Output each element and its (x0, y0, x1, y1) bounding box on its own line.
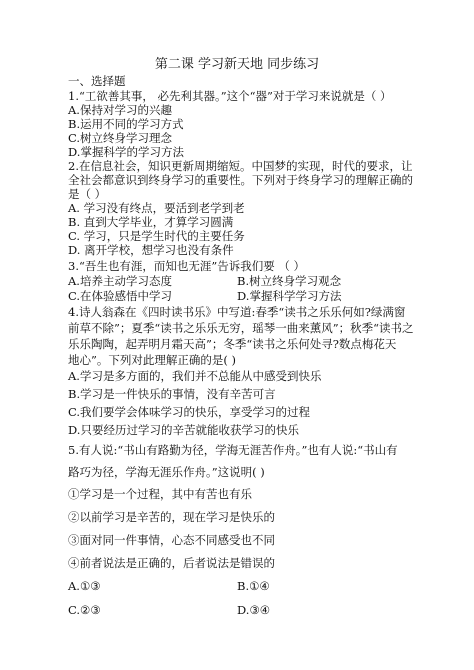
question-4-option-d: D.只要经历过学习的辛苦就能收获学习的快乐 (68, 423, 299, 437)
question-3-option-d: D.掌握科学学习方法 (237, 289, 342, 303)
question-2-option-a: A. 学习没有终点，要活到老学到老 (68, 201, 245, 215)
question-5-statement: ②以前学习是辛苦的，现在学习是快乐的 (68, 510, 275, 524)
question-3-option-a: A.培养主动学习态度 (68, 274, 172, 288)
question-1-option-c: C.树立终身学习理念 (68, 131, 173, 145)
question-2-stem-line: 2.在信息社会，知识更新周期缩短。中国梦的实现，时代的要求，让 (68, 159, 413, 173)
question-3-option-b: B.树立终身学习观念 (237, 274, 342, 288)
question-5-statement: ①学习是一个过程，其中有苦也有乐 (68, 487, 252, 501)
question-2-stem-line: 是（ ） (68, 187, 107, 201)
question-1-option-a: A.保持对学习的兴趣 (68, 103, 172, 117)
question-4-option-c: C.我们要学会体味学习的快乐，享受学习的过程 (68, 405, 311, 419)
question-2-option-b: B. 直到大学毕业，才算学习圆满 (68, 215, 234, 229)
question-3-stem: 3.“吾生也有涯，而知也无涯”告诉我们要 （ ） (68, 259, 306, 273)
question-4-stem-line: 地心”。下列对此理解正确的是( ) (68, 353, 237, 367)
question-2-option-c: C. 学习，只是学生时代的主要任务 (68, 229, 245, 243)
question-2-stem-line: 全社会都意识到终身学习的重要性。下列对于终身学习的理解正确的 (68, 173, 413, 187)
question-5-option-c: C.②③ (68, 603, 101, 617)
question-4-stem-line: 4.诗人翁森在《四时读书乐》中写道:春季“读书之乐乐何如?绿满窗 (68, 305, 406, 319)
question-5-option-b: B.①④ (237, 579, 270, 593)
question-1-option-d: D.掌握科学的学习方法 (68, 145, 184, 159)
question-3-option-c: C.在体验感悟中学习 (68, 289, 173, 303)
section-heading: 一、选择题 (68, 74, 126, 88)
question-2-option-d: D. 离开学校，想学习也没有条件 (68, 243, 234, 257)
question-5-option-d: D.③④ (237, 603, 271, 617)
question-5-stem-line: 5.有人说:“书山有路勤为径，学海无涯苦作舟。”也有人说:“书山有 (68, 443, 398, 457)
question-4-option-b: B.学习是一件快乐的事情，没有辛苦可言 (68, 387, 276, 401)
question-5-stem-line: 路巧为径，学海无涯乐作舟。”这说明( ) (68, 465, 265, 479)
question-5-option-a: A.①③ (68, 579, 101, 593)
question-5-statement: ③面对同一件事情，心态不同感受也不同 (68, 533, 275, 547)
question-4-stem-line: 前草不除”；夏季“读书之乐乐无穷，瑶琴一曲来薰风”；秋季“读书之 (68, 321, 414, 335)
question-1-option-b: B.运用不同的学习方式 (68, 117, 184, 131)
question-4-option-a: A.学习是多方面的，我们并不总能从中感受到快乐 (68, 369, 322, 383)
page-title: 第二课 学习新天地 同步练习 (154, 57, 320, 72)
question-4-stem-line: 乐乐陶陶，起弄明月霜天高”；冬季“读书之乐何处寻?数点梅花天 (68, 337, 397, 351)
question-5-statement: ④前者说法是正确的，后者说法是错误的 (68, 556, 275, 570)
question-1-stem: 1.“工欲善其事， 必先利其器。”这个“器”对于学习来说就是（ ） (68, 89, 392, 103)
